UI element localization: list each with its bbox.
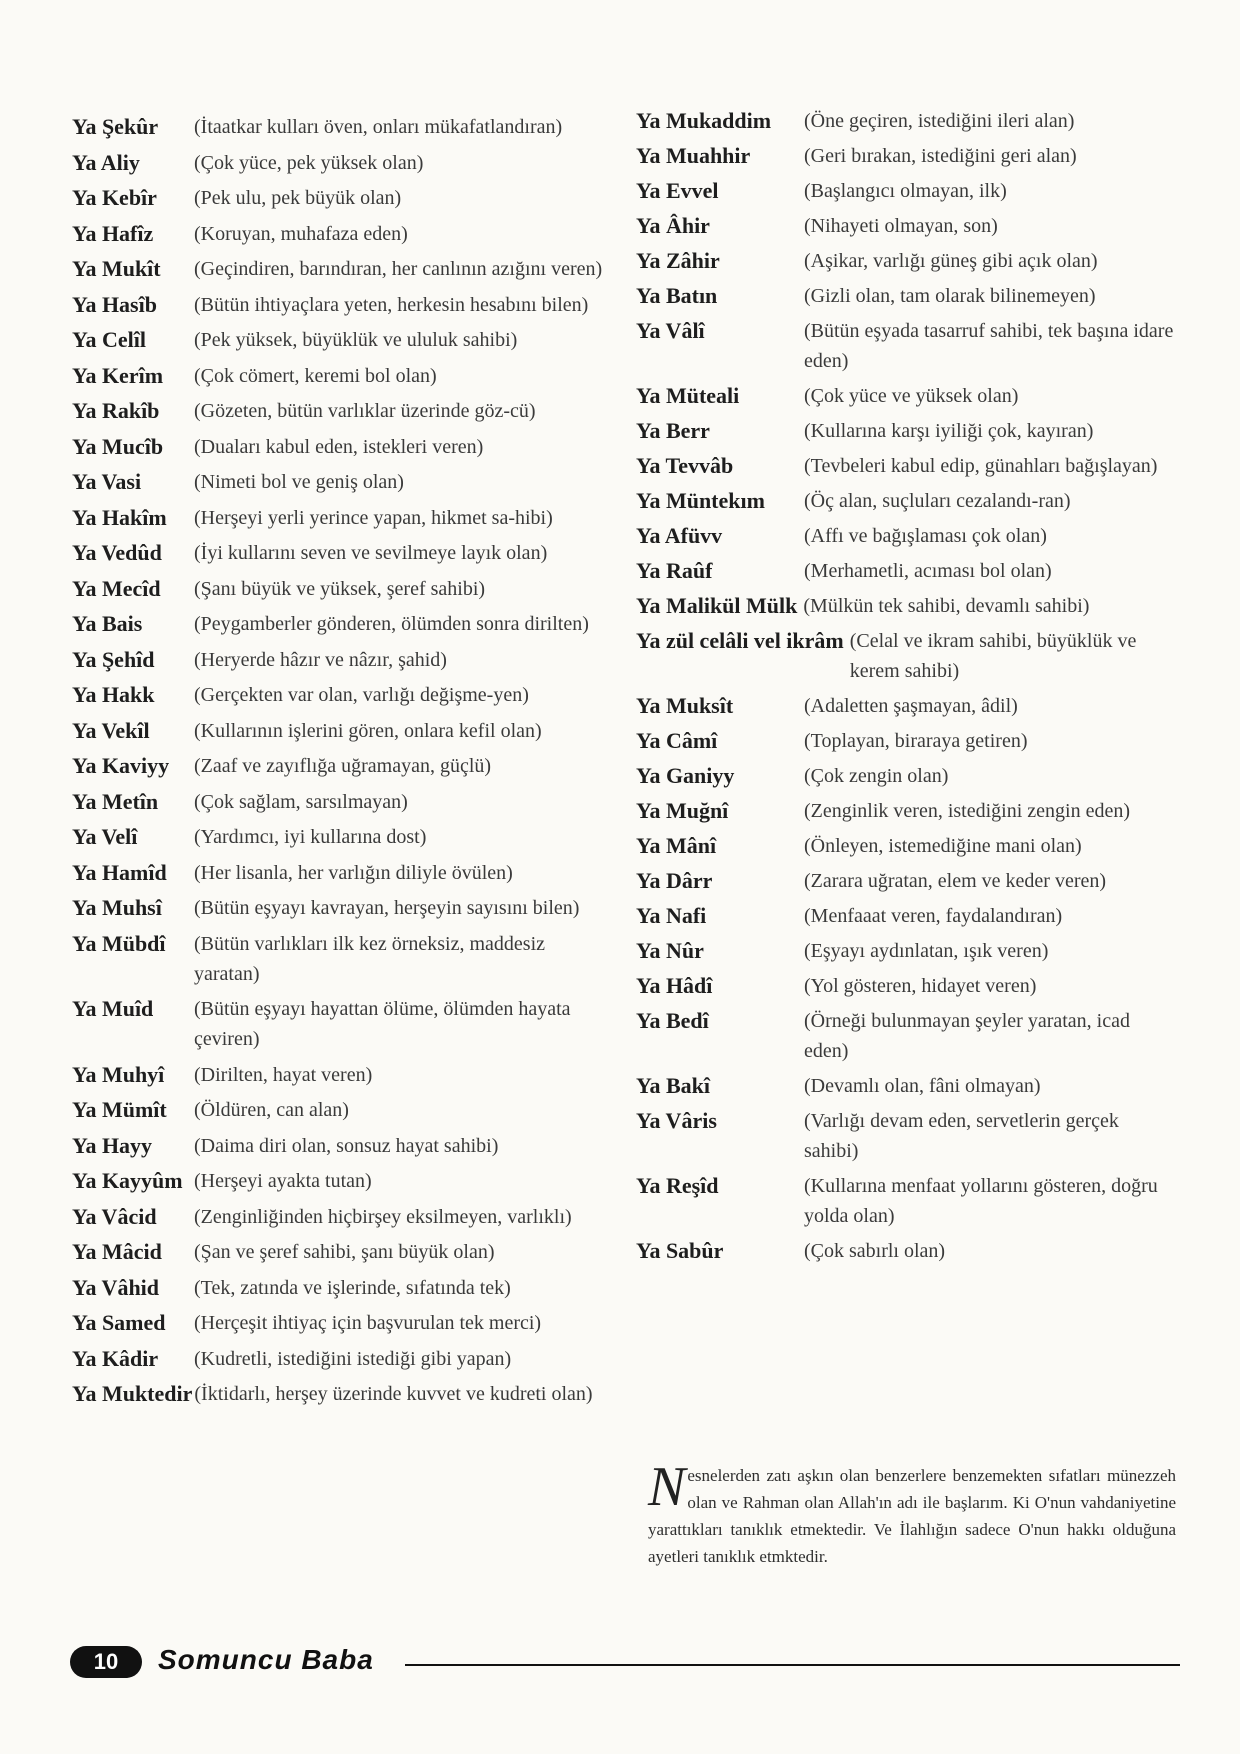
entry-description: (Heryerde hâzır ve nâzır, şahid) [194,648,447,671]
entry-description: (Celal ve ikram sahibi, büyüklük ve kerem sahibi) [849,630,1137,682]
name-entry [636,246,1176,276]
entry-description: (Toplayan, biraraya getiren) [804,730,1028,752]
entry-description: (Tevbeleri kabul edip, günahları bağışlayan) [804,455,1158,477]
name-entry [636,901,1176,931]
entry-name: Ya Reşîd [636,1173,719,1198]
entry-description: (Geçindiren, barındıran, her canlının azığını veren) [194,258,603,280]
name-entry [72,787,612,817]
entry-description: (Devamlı olan, fâni olmayan) [804,1075,1041,1097]
entry-description: (Gerçekten var olan, varlığı değişme-yen) [194,684,529,706]
name-entry [72,503,612,533]
entry-name: Ya Muktedir [72,1381,193,1406]
entry-name: Ya Müteali [636,383,740,408]
entry-description: (Nimeti bol ve geniş olan) [194,471,404,493]
entry-description: (Çok sabırlı olan) [804,1240,946,1262]
entry-name: Ya Rakîb [72,398,160,423]
name-entry [636,971,1176,1001]
entry-name: Ya Kaviyy [72,753,170,778]
entry-description: (Her lisanla, her varlığın diliyle övülen) [194,861,513,884]
entry-description: (Bütün ihtiyaçlara yeten, herkesin hesabını bilen) [194,293,589,316]
name-entry [636,1171,1176,1231]
closing-text: esnelerden zatı aşkın olan benzerlere benzemekten sıfatları münezzeh olan ve Rahman olan Allah'ın adı ile başlarım. Ki O'nun vahdaniyetine yarattıkları tanıklık etmektedir. Ve İlahlığın sadece O'nun hakkı olduğuna ayetleri tanıklık etmktedir. [648,1466,1176,1566]
name-entry [636,796,1176,826]
name-entry [72,609,612,639]
entry-description: (Bütün eşyayı hayattan ölüme, ölümden hayata çeviren) [194,998,571,1050]
name-entry [72,1344,612,1374]
name-entry [636,211,1176,241]
name-entry [72,1131,612,1161]
entry-name: Ya Bakî [636,1073,710,1098]
name-entry [636,1236,1176,1266]
page-number-badge: 10 [70,1646,142,1678]
entry-name: Ya Sabûr [636,1238,724,1263]
entry-name: Ya Şekûr [72,114,159,139]
entry-name: Ya Evvel [636,178,719,203]
entry-name: Ya Hamîd [72,859,167,885]
entry-name: Ya Hasîb [72,291,157,317]
entry-name: Ya Hakk [72,682,155,707]
entry-description: (Yol gösteren, hidayet veren) [804,975,1037,997]
name-entry [72,467,612,497]
magazine-title: Somuncu Baba [158,1644,374,1675]
footer-rule [405,1664,1180,1666]
entry-description: (Mülkün tek sahibi, devamlı sahibi) [803,595,1090,617]
entry-name: Ya Malikül Mülk [636,593,798,618]
name-entry [72,361,612,391]
entry-description: (Daima diri olan, sonsuz hayat sahibi) [194,1134,499,1157]
name-entry [72,183,612,213]
entry-name: Ya Kâdir [72,1345,159,1371]
entry-name: Ya Muahhir [636,143,751,168]
entry-name: Ya zül celâli vel ikrâm [636,628,844,653]
name-entry [636,316,1176,376]
left-names-list [72,112,612,1409]
entry-description: (Varlığı devam eden, servetlerin gerçek sahibi) [804,1110,1119,1162]
entry-name: Ya Muğnî [636,798,729,823]
entry-name: Ya Vekîl [72,717,150,743]
name-entry [636,626,1176,686]
entry-description: (İyi kullarını seven ve sevilmeye layık olan) [194,542,548,564]
entry-name: Ya Berr [636,418,710,443]
entry-name: Ya Vâlî [636,318,705,343]
entry-description: (Herşeyi ayakta tutan) [194,1170,372,1192]
entry-name: Ya Bais [72,611,143,636]
entry-description: (Öç alan, suçluları cezalandı-ran) [804,490,1071,512]
entry-name: Ya Muksît [636,693,734,718]
entry-description: (Zenginliğinden hiçbirşey eksilmeyen, varlıklı) [194,1205,572,1228]
entry-name: Ya Hayy [72,1132,153,1158]
entry-name: Ya Aliy [72,149,140,175]
entry-description: (Peygamberler gönderen, ölümden sonra dirilten) [194,613,589,635]
entry-description: (Önleyen, istemediğine mani olan) [804,835,1082,857]
name-entry [636,691,1176,721]
name-entry [72,822,612,852]
entry-description: (Bütün eşyayı kavrayan, herşeyin sayısını bilen) [194,897,580,919]
entry-name: Ya Vâhid [72,1274,160,1300]
entry-description: (Örneği bulunmayan şeyler yaratan, icad eden) [804,1010,1130,1062]
name-entry [72,994,612,1054]
entry-description: (Çok yüce, pek yüksek olan) [194,151,424,174]
page-footer [70,1644,1180,1682]
entry-description: (Tek, zatında ve işlerinde, sıfatında tek) [194,1276,511,1299]
name-entry [636,521,1176,551]
entry-description: (Kudretli, istediğini istediği gibi yapan) [194,1347,512,1370]
entry-description: (Kullarına menfaat yollarını gösteren, doğru yolda olan) [804,1175,1158,1227]
name-entry [72,538,612,568]
name-entry [72,325,612,355]
entry-description: (Dirilten, hayat veren) [194,1063,373,1086]
entry-name: Ya Vâris [636,1108,717,1133]
name-entry [636,831,1176,861]
name-entry [636,866,1176,896]
entry-description: (Gözeten, bütün varlıklar üzerinde göz-cü) [194,400,536,422]
entry-name: Ya Kebîr [72,185,157,210]
name-entry [72,112,612,142]
name-entry [72,1237,612,1267]
entry-description: (Zarara uğratan, elem ve keder veren) [804,870,1107,892]
entry-description: (Öne geçiren, istediğini ileri alan) [804,110,1075,132]
entry-name: Ya Nafi [636,903,707,928]
name-entry [636,281,1176,311]
entry-description: (Herşeyi yerli yerince yapan, hikmet sa-hibi) [194,506,553,529]
entry-description: (Çok yüce ve yüksek olan) [804,385,1019,407]
entry-name: Ya Hakîm [72,504,167,530]
entry-description: (Yardımcı, iyi kullarına dost) [194,826,427,848]
name-entry [636,1006,1176,1066]
name-entry [72,574,612,604]
name-entry [72,1095,612,1125]
entry-description: (İtaatkar kulları öven, onları mükafatlandıran) [194,116,563,138]
entry-name: Ya Bedî [636,1008,709,1033]
entry-name: Ya Hâdî [636,973,713,998]
entry-name: Ya Şehîd [72,646,155,672]
entry-description: (Öldüren, can alan) [194,1099,349,1121]
entry-name: Ya Mübdî [72,930,166,956]
entry-description: (Nihayeti olmayan, son) [804,215,998,237]
name-entry [72,1273,612,1303]
entry-description: (Geri bırakan, istediğini geri alan) [804,145,1077,167]
name-entry [72,751,612,781]
name-entry [636,176,1176,206]
name-entry [636,416,1176,446]
name-entry [72,680,612,710]
entry-description: (Çok zengin olan) [804,765,949,787]
name-entry [72,1166,612,1196]
name-entry [72,254,612,284]
entry-name: Ya Zâhir [636,248,720,273]
name-entry [636,1071,1176,1101]
name-entry [72,716,612,746]
entry-description: (Başlangıcı olmayan, ilk) [804,180,1007,202]
name-entry [72,645,612,675]
entry-name: Ya Mukaddim [636,108,772,133]
name-entry [72,858,612,888]
right-names-list [636,106,1176,1266]
entry-name: Ya Âhir [636,213,710,238]
entry-name: Ya Metîn [72,788,159,814]
entry-name: Ya Mânî [636,833,717,858]
entry-description: (Kullarına karşı iyiliği çok, kayıran) [804,420,1094,442]
name-entry [72,1308,612,1338]
entry-name: Ya Muhyî [72,1061,165,1087]
entry-name: Ya Câmî [636,728,718,753]
name-entry [72,1202,612,1232]
entry-name: Ya Müntekım [636,488,765,513]
entry-name: Ya Vedûd [72,540,162,565]
entry-description: (Koruyan, muhafaza eden) [194,222,408,245]
drop-cap: N [648,1456,686,1518]
entry-description: (Kullarının işlerini gören, onlara kefil olan) [194,719,542,742]
name-entry [72,893,612,923]
entry-name: Ya Batın [636,283,718,308]
name-entry [636,1106,1176,1166]
entry-description: (Affı ve bağışlaması çok olan) [804,525,1047,547]
entry-name: Ya Raûf [636,558,713,583]
entry-name: Ya Mukît [72,256,161,281]
entry-name: Ya Vâcid [72,1203,157,1229]
entry-description: (Bütün eşyada tasarruf sahibi, tek başına idare eden) [804,320,1174,372]
entry-name: Ya Velî [72,824,138,849]
name-entry [72,290,612,320]
name-entry [636,141,1176,171]
name-entry [636,591,1176,621]
name-entry [636,451,1176,481]
entry-description: (Şanı büyük ve yüksek, şeref sahibi) [194,577,486,600]
entry-description: (Zenginlik veren, istediğini zengin eden) [804,800,1131,822]
entry-name: Ya Kerîm [72,362,164,388]
entry-name: Ya Vasi [72,469,142,494]
entry-description: (Duaları kabul eden, istekleri veren) [194,435,484,458]
name-entry [72,432,612,462]
entry-name: Ya Mümît [72,1097,167,1122]
name-entry [636,381,1176,411]
entry-description: (Merhametli, acıması bol olan) [804,560,1052,582]
entry-description: (Çok sağlam, sarsılmayan) [194,790,408,813]
entry-name: Ya Afüvv [636,523,723,548]
entry-name: Ya Celîl [72,327,146,352]
entry-description: (Çok cömert, keremi bol olan) [194,364,437,387]
name-entry [636,106,1176,136]
name-entry [636,761,1176,791]
entry-name: Ya Ganiyy [636,763,735,788]
entry-description: (Bütün varlıkları ilk kez örneksiz, maddesiz yaratan) [194,932,546,985]
entry-description: (Adaletten şaşmayan, âdil) [804,695,1018,717]
name-entry [72,396,612,426]
name-entry [636,486,1176,516]
entry-description: (Herçeşit ihtiyaç için başvurulan tek merci) [194,1312,542,1334]
entry-description: (Şan ve şeref sahibi, şanı büyük olan) [194,1241,495,1263]
entry-description: (Gizli olan, tam olarak bilinemeyen) [804,285,1096,307]
entry-name: Ya Tevvâb [636,453,734,478]
entry-name: Ya Hafîz [72,220,154,246]
entry-description: (Pek ulu, pek büyük olan) [194,187,402,209]
closing-paragraph [648,1456,1176,1570]
name-entry [636,556,1176,586]
entry-name: Ya Mâcid [72,1239,162,1264]
entry-description: (Pek yüksek, büyüklük ve ululuk sahibi) [194,329,518,351]
entry-name: Ya Nûr [636,938,704,963]
entry-name: Ya Kayyûm [72,1168,183,1193]
name-entry [72,1060,612,1090]
entry-name: Ya Mucîb [72,433,164,459]
name-entry [72,1379,612,1409]
entry-description: (Zaaf ve zayıflığa uğramayan, güçlü) [194,755,492,777]
entry-name: Ya Muhsî [72,895,162,920]
entry-name: Ya Dârr [636,868,713,893]
name-entry [72,219,612,249]
name-entry [636,726,1176,756]
name-entry [636,936,1176,966]
entry-name: Ya Muîd [72,996,154,1021]
name-entry [72,148,612,178]
entry-description: (Eşyayı aydınlatan, ışık veren) [804,940,1049,962]
entry-description: (İktidarlı, herşey üzerinde kuvvet ve kudreti olan) [194,1383,593,1405]
entry-description: (Menfaaat veren, faydalandıran) [804,905,1063,927]
entry-name: Ya Samed [72,1310,166,1335]
name-entry [72,929,612,989]
entry-name: Ya Mecîd [72,575,161,601]
entry-description: (Aşikar, varlığı güneş gibi açık olan) [804,250,1098,272]
